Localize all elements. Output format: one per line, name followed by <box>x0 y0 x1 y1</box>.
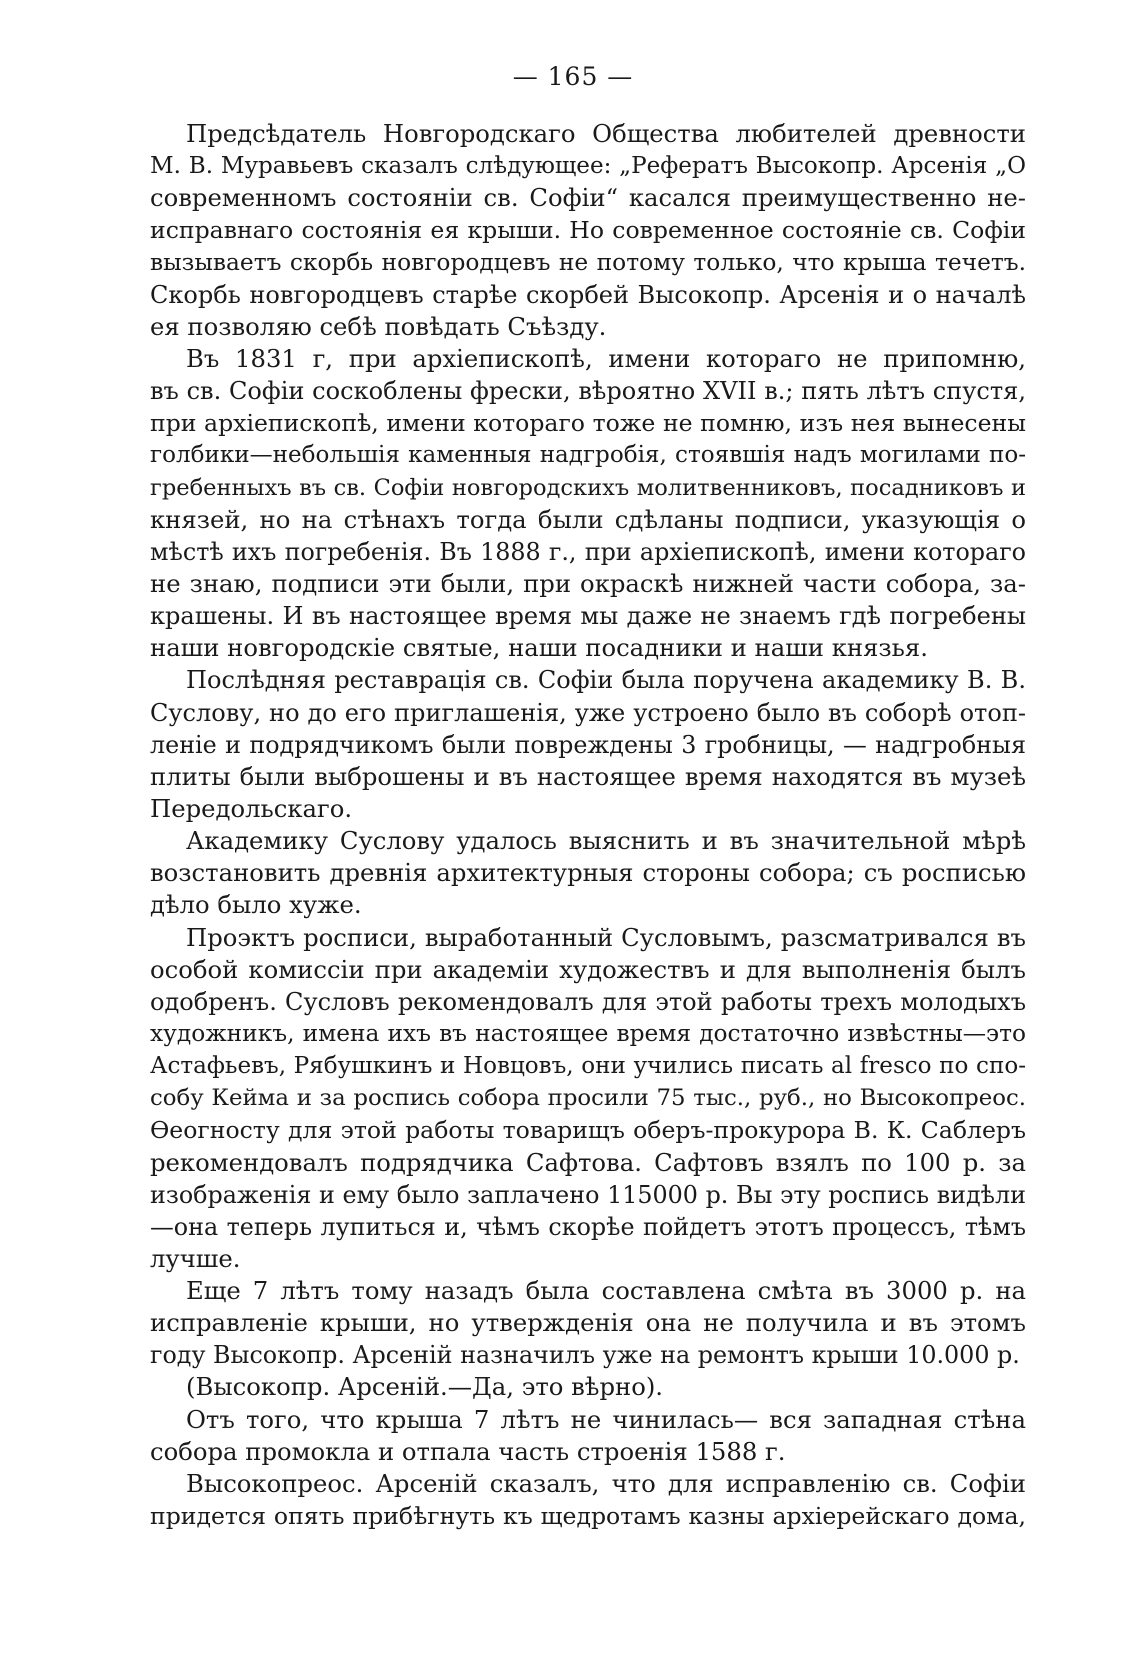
paragraph <box>150 1404 1026 1468</box>
body-text <box>150 118 1026 1532</box>
text-line: голбики—небольшія каменныя надгробія, стоявшія надъ могилами по- <box>150 442 1026 469</box>
text-line: князей, но на стѣнахъ тогда были сдѣланы подписи, указующія о <box>150 504 1026 534</box>
text-line: Послѣдняя реставрація св. Софіи была поручена академику В. В. <box>186 666 1026 695</box>
text-line: гребенныхъ въ св. Софіи новгородскихъ молитвенниковъ, посадниковъ и <box>150 474 1026 501</box>
text-line: Высокопреос. Арсеній сказалъ, что для исправленію св. Софіи <box>186 1468 1026 1498</box>
text-line: Передольскаго. <box>150 793 353 823</box>
text-line: исправленіе крыши, но утвержденія она не получила и въ этомъ <box>150 1308 1026 1338</box>
text-line: дѣло было хуже. <box>150 890 362 920</box>
text-line: лучше. <box>150 1243 241 1273</box>
text-line: М. В. Муравьевъ сказалъ слѣдующее: „Рефератъ Высокопр. Арсенія „О <box>150 153 1026 180</box>
text-line: плиты были выброшены и въ настоящее время находятся въ музеѣ <box>150 761 1026 791</box>
text-line: при архіепископѣ, имени котораго тоже не помню, изъ нея вынесены <box>150 409 1026 438</box>
text-line: наши новгородскіе святые, наши посадники и наши князья. <box>150 633 928 663</box>
text-line: Отъ того, что крыша 7 лѣтъ не чинилась— вся западная стѣна <box>186 1404 1026 1434</box>
text-line: не знаю, подписи эти были, при окраскѣ нижней части собора, за- <box>150 568 1026 598</box>
text-line: Предсѣдатель Новгородскаго Общества любителей древности <box>186 119 1026 148</box>
text-line: мѣстѣ ихъ погребенія. Въ 1888 г., при архіепископѣ, имени котораго <box>150 537 1026 566</box>
text-line: Суслову, но до его приглашенія, уже устроено было въ соборѣ отоп- <box>150 698 1026 727</box>
text-line: собу Кейма и за роспись собора просили 75 тыс., руб., но Высокопреос. <box>150 1085 1026 1112</box>
text-line: изображенія и ему было заплачено 115000 р. Вы эту роспись видѣли <box>150 1180 1026 1209</box>
text-line: собора промокла и отпала часть строенія 1588 г. <box>150 1436 786 1466</box>
page-number: — 165 — <box>512 62 634 91</box>
paragraph <box>150 922 1026 1276</box>
text-line: въ св. Софіи соскоблены фрески, вѣроятно XVII в.; пять лѣтъ спустя, <box>150 377 1026 406</box>
text-line: рекомендовалъ подрядчика Сафтова. Сафтовъ взялъ по 100 р. за <box>150 1147 1026 1177</box>
text-line: возстановить древнія архитектурныя стороны собора; съ росписью <box>150 858 1026 888</box>
text-line: особой комиссіи при академіи художествъ и для выполненія былъ <box>150 954 1026 984</box>
paragraph <box>150 343 1026 664</box>
text-line: Проэктъ росписи, выработанный Сусловымъ, разсматривался въ <box>186 922 1026 952</box>
text-line: одобренъ. Сусловъ рекомендовалъ для этой работы трехъ молодыхъ <box>150 987 1026 1016</box>
paragraph <box>150 1371 1026 1403</box>
text-line: (Высокопр. Арсеній.—Да, это вѣрно). <box>186 1372 664 1402</box>
text-line: Астафьевъ, Рябушкинъ и Новцовъ, они учились писать al fresco по спо- <box>150 1053 1026 1080</box>
text-line: леніе и подрядчикомъ были повреждены 3 гробницы, — надгробныя <box>150 730 1026 759</box>
text-line: Ѳеогносту для этой работы товарищъ оберъ-прокурора В. К. Саблеръ <box>150 1116 1026 1145</box>
text-line: вызываетъ скорбь новгородцевъ не потому только, что крыша течетъ. <box>150 248 1026 276</box>
text-line: крашены. И въ настоящее время мы даже не знаемъ гдѣ погребены <box>150 602 1026 631</box>
text-line: исправнаго состоянія ея крыши. Но современное состояніе св. Софіи <box>150 216 1026 245</box>
text-line: Академику Суслову удалось выяснить и въ значительной мѣрѣ <box>186 826 1026 856</box>
text-line: году Высокопр. Арсеній назначилъ уже на ремонтъ крыши 10.000 р. <box>150 1341 1020 1370</box>
paragraph <box>150 825 1026 921</box>
paragraph <box>150 1275 1026 1371</box>
text-line: придется опять прибѣгнуть къ щедротамъ казны архіерейскаго дома, <box>150 1502 1026 1531</box>
text-line: ея позволяю себѣ повѣдать Съѣзду. <box>150 311 607 341</box>
paragraph <box>150 664 1026 825</box>
text-line: Въ 1831 г, при архіепископѣ, имени котораго не припомню, <box>186 343 1026 373</box>
paragraph <box>150 118 1026 343</box>
text-line: —она теперь лупиться и, чѣмъ скорѣе пойдетъ этотъ процессъ, тѣмъ <box>150 1212 1026 1241</box>
text-line: Скорбь новгородцевъ старѣе скорбей Высокопр. Арсенія и о началѣ <box>150 280 1026 309</box>
paragraph <box>150 1468 1026 1532</box>
text-line: современномъ состояніи св. Софіи“ касался преимущественно не- <box>150 183 1026 213</box>
text-line: художникъ, имена ихъ въ настоящее время достаточно извѣстны—это <box>150 1019 1026 1047</box>
text-line: Еще 7 лѣтъ тому назадъ была составлена смѣта въ 3000 р. на <box>186 1276 1026 1306</box>
